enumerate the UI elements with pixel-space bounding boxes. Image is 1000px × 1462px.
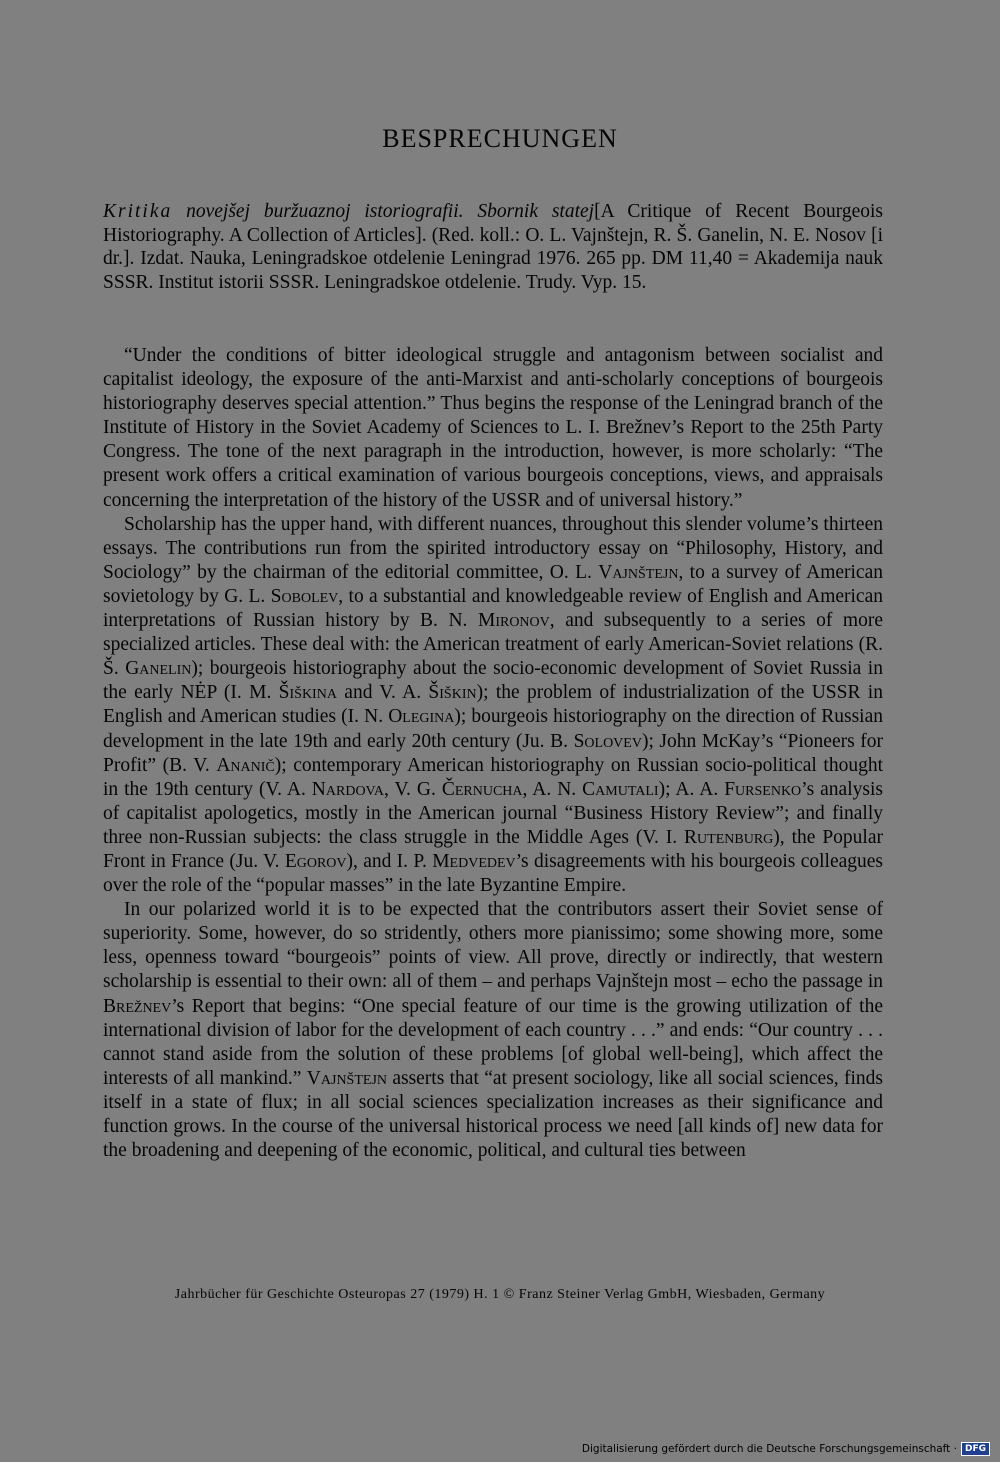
text-run: asserts that “at present sociology, like all social sciences, finds itself in a state of flux; in all social sciences specialization increases as their significance and function grows. In the course of the universal historical process we need [all kinds of] new data for the broadening and deepening of the economic, political, and cultural ties between	[103, 1067, 883, 1162]
citation-title: novejšej buržuaznoj istoriografii. Sbornik statej	[186, 201, 595, 222]
author-name: Fursenko	[724, 778, 802, 800]
author-name: Černucha	[441, 778, 523, 800]
author-name: Brežnev	[103, 995, 172, 1017]
text-run: ); contemporary American historiography on Russian socio-political thought in the 19th century (V. A.	[103, 754, 883, 800]
text-run: , to a substantial and knowledgeable review of English and American interpretations of Russian history by B. N.	[103, 585, 883, 632]
text-run: and V. A.	[336, 682, 429, 704]
section-heading: BESPRECHUNGEN	[382, 124, 618, 153]
author-name: Ananič	[216, 754, 275, 776]
author-name: Mironov	[477, 610, 550, 632]
text-run: , A. N.	[522, 778, 583, 800]
paragraph	[103, 344, 883, 513]
text-run: , to a survey of American sovietology by G. L.	[103, 561, 883, 607]
author-name: Rutenburg	[684, 826, 774, 848]
citation-details: [A Critique of Recent Bourgeois Historiography. A Collection of Articles]. (Red. koll.: O. L. Vajnštejn, R. Š. Ganelin, N. E. Nosov [i dr.]. Izdat. Nauka, Leningradskoe otdelenie Leningrad 1976. 265 pp. DM 11,40 = Akademija nauk SSSR. Institut istorii SSSR. Leningradskoe otdelenie. Trudy. Vyp. 15.	[103, 201, 884, 294]
dfg-logo: DFG	[961, 1442, 990, 1456]
author-name: Camutali	[582, 778, 659, 800]
author-name: Vajnštejn	[598, 561, 679, 583]
author-name: Olegina	[388, 706, 455, 728]
author-name: Ganelin	[125, 658, 192, 680]
text-run: ); the problem of industrialization of the USSR in English and American studies (I. N.	[103, 682, 883, 728]
author-name: Šiškin	[428, 682, 477, 704]
digitization-notice	[582, 1442, 990, 1456]
text-run: ); John McKay’s “Pioneers for Profit” (B. V.	[103, 730, 883, 776]
author-name: Solovev	[573, 730, 642, 752]
text-run: ); bourgeois historiography on the direction of Russian development in the late 19th and early 20th century (Ju. B.	[103, 706, 884, 752]
text-run: ); A. A.	[658, 778, 725, 800]
paragraph	[103, 513, 883, 899]
author-name: Nardova	[311, 778, 384, 800]
text-run: “Under the conditions of bitter ideological struggle and antagonism between socialist and capitalist ideology, the exposure of the anti-Marxist and anti-scholarly conceptions of bourgeois historiography deserves special attention.” Thus begins the response of the Leningrad branch of the Institute of History in the Soviet Academy of Sciences to L. I. Brežnev’s Report to the 25th Party Congress. The tone of the next paragraph in the introduction, however, is more scholarly: “The present work offers a critical examination of various bourgeois conceptions, views, and appraisals concerning the interpretation of the history of the USSR and of universal history.”	[103, 345, 883, 511]
dfg-notice-text: Digitalisierung gefördert durch die Deutsche Forschungsgemeinschaft ·	[581, 1443, 957, 1455]
journal-footer: Jahrbücher für Geschichte Osteuropas 27 (1979) H. 1 © Franz Steiner Verlag GmbH, Wiesbaden, Germany	[174, 1287, 826, 1302]
author-name: Egorov	[284, 850, 347, 872]
author-name: Medvedev	[432, 850, 516, 872]
author-name: Šiškina	[278, 682, 337, 704]
text-run: ’s Report that begins: “One special feature of our time is the growing utilization of the international division of labor for the development of each country . . .” and ends: “Our country . . . cannot stand aside from the solution of these problems [of global well-being], which affect the interests of all mankind.”	[103, 995, 883, 1089]
text-run: , and subsequently to a series of more specialized articles. These deal with: the American treatment of early American-Soviet relations (R. Š.	[103, 610, 883, 680]
text-run: ), the Popular Front in France (Ju. V.	[103, 826, 883, 872]
text-run: ); bourgeois historiography about the socio-economic development of Soviet Russia in the early NĖP (I. M.	[103, 658, 883, 704]
author-name: Sobolev	[270, 585, 339, 607]
citation-author: Kritika	[103, 201, 173, 222]
text-run: ’s analysis of capitalist apologetics, mostly in the American journal “Business History Review”; and finally three non-Russian subjects: the class struggle in the Middle Ages (V. I.	[103, 778, 883, 848]
text-run: , V. G.	[383, 778, 442, 800]
text-run: ’s disagreements with his bourgeois colleagues over the role of the “popular masses” in the late Byzantine Empire.	[103, 850, 883, 897]
author-name: Vajnštejn	[306, 1067, 387, 1089]
review-body	[103, 344, 883, 1163]
paragraph	[103, 898, 883, 1163]
text-run: ), and I. P.	[346, 850, 433, 872]
text-run: Scholarship has the upper hand, with different nuances, throughout this slender volume’s thirteen essays. The contributions run from the spirited introductory essay on “Philosophy, History, and Sociology” by the chairman of the editorial committee, O. L.	[103, 513, 883, 583]
book-citation	[103, 200, 883, 295]
text-run: In our polarized world it is to be expected that the contributors assert their Soviet sense of superiority. Some, however, do so stridently, others more pianissimo; some showing more, some less, openness toward “bourgeois” points of view. All prove, directly or indirectly, that western scholarship is essential to their own: all of them – and perhaps Vajnštejn most – echo the passage in	[103, 899, 883, 993]
